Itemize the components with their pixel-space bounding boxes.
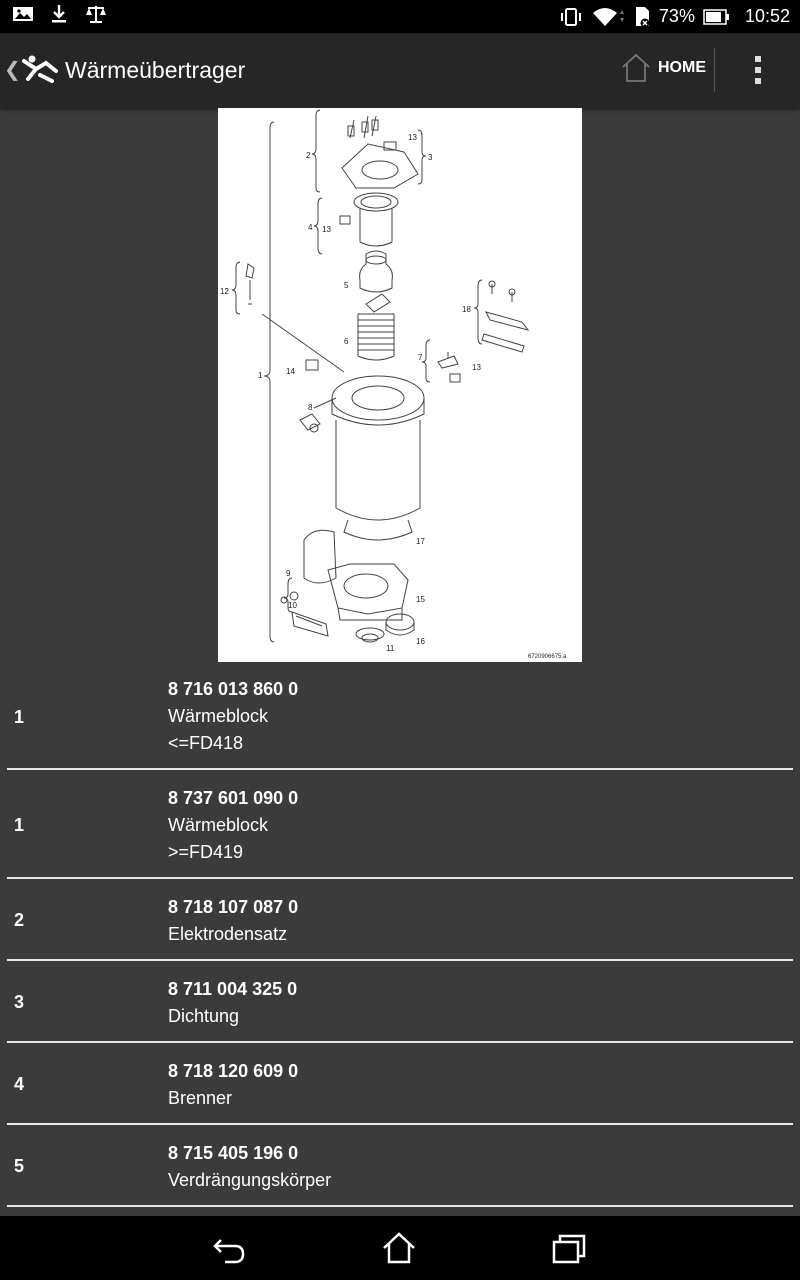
callout-2: 2 xyxy=(306,151,311,160)
part-row[interactable] xyxy=(0,662,800,770)
page-title: Wärmeübertrager xyxy=(65,57,246,83)
callout-8: 8 xyxy=(308,403,313,412)
battery-icon xyxy=(703,8,731,26)
part-number: 8 718 107 087 0 xyxy=(168,897,299,917)
status-bar xyxy=(0,0,800,33)
callout-16: 16 xyxy=(416,637,425,646)
diagram-drawing xyxy=(218,108,582,662)
home-button-label: HOME xyxy=(658,59,706,76)
callout-1: 1 xyxy=(258,371,263,380)
callout-11: 11 xyxy=(386,644,395,653)
part-row[interactable] xyxy=(0,1043,800,1125)
part-name: Wärmeblock xyxy=(168,815,269,835)
balance-scale-icon xyxy=(84,4,108,24)
image-notification-icon xyxy=(12,5,34,23)
part-position: 1 xyxy=(14,707,25,727)
part-note: <=FD418 xyxy=(168,733,244,753)
part-name: Verdrängungskörper xyxy=(168,1170,332,1190)
home-button[interactable] xyxy=(620,53,706,83)
home-outline-icon xyxy=(620,53,652,83)
callout-14: 14 xyxy=(286,367,295,376)
part-position: 4 xyxy=(14,1074,25,1094)
battery-percent: 73% xyxy=(658,6,695,26)
part-row[interactable] xyxy=(0,961,800,1043)
action-bar xyxy=(0,33,800,108)
overflow-menu-icon[interactable] xyxy=(748,53,768,89)
callout-15: 15 xyxy=(416,595,425,604)
sd-card-icon xyxy=(633,6,651,28)
recent-apps-icon[interactable] xyxy=(551,1230,587,1266)
part-note: >=FD419 xyxy=(168,842,244,862)
row-divider xyxy=(7,1205,793,1207)
part-number: 8 718 120 609 0 xyxy=(168,1061,299,1081)
diagram-code: 6720906675.a xyxy=(528,654,567,660)
vibrate-icon xyxy=(559,7,583,27)
part-position: 3 xyxy=(14,992,25,1012)
part-name: Elektrodensatz xyxy=(168,924,288,944)
action-divider xyxy=(714,48,715,92)
back-chevron-icon[interactable]: ❮ xyxy=(4,59,21,81)
wifi-icon xyxy=(591,6,625,28)
callout-10: 10 xyxy=(288,601,297,610)
part-position: 5 xyxy=(14,1156,25,1176)
part-name: Dichtung xyxy=(168,1006,240,1026)
callout-13b: 13 xyxy=(322,225,331,234)
app-logo-icon[interactable] xyxy=(22,53,58,90)
callout-9: 9 xyxy=(286,569,291,578)
callout-13a: 13 xyxy=(408,133,417,142)
parts-list xyxy=(0,662,800,1207)
download-icon xyxy=(50,4,68,24)
part-position: 2 xyxy=(14,910,25,930)
part-number: 8 737 601 090 0 xyxy=(168,788,299,808)
callout-3: 3 xyxy=(428,153,433,162)
part-number: 8 716 013 860 0 xyxy=(168,679,299,699)
part-number: 8 715 405 196 0 xyxy=(168,1143,299,1163)
system-nav-bar xyxy=(0,1216,800,1280)
part-name: Brenner xyxy=(168,1088,233,1108)
part-row[interactable] xyxy=(0,1125,800,1207)
part-position: 1 xyxy=(14,815,25,835)
callout-18: 18 xyxy=(462,305,471,314)
part-name: Wärmeblock xyxy=(168,706,269,726)
callout-7: 7 xyxy=(418,353,423,362)
part-row[interactable] xyxy=(0,879,800,961)
back-nav-icon[interactable] xyxy=(211,1230,247,1266)
exploded-parts-diagram[interactable] xyxy=(218,108,582,662)
part-row[interactable] xyxy=(0,770,800,879)
home-nav-icon[interactable] xyxy=(381,1230,417,1266)
callout-12: 12 xyxy=(220,287,229,296)
callout-5: 5 xyxy=(344,281,349,290)
callout-6: 6 xyxy=(344,337,349,346)
callout-13c: 13 xyxy=(472,363,481,372)
clock: 10:52 xyxy=(744,6,790,26)
callout-4: 4 xyxy=(308,223,313,232)
callout-17: 17 xyxy=(416,537,425,546)
part-number: 8 711 004 325 0 xyxy=(168,979,298,999)
